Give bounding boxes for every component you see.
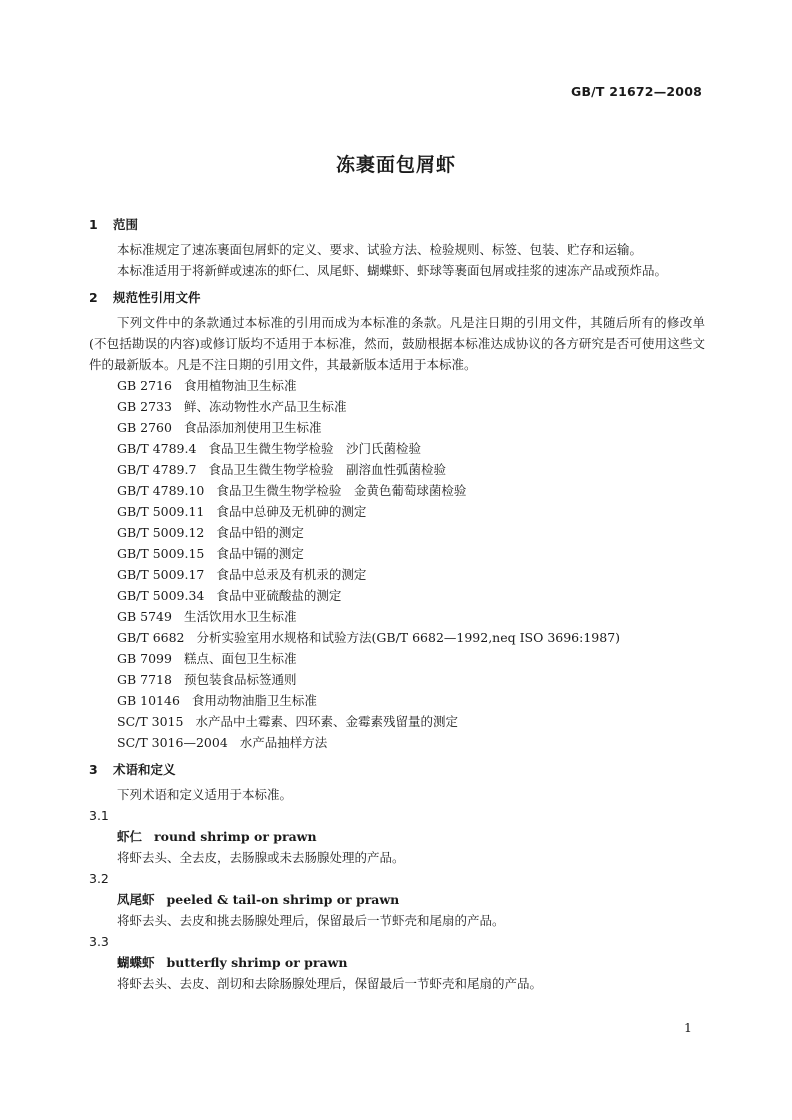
term-number: 3.2 <box>89 871 109 886</box>
reference-code: GB/T 4789.10 <box>117 483 205 498</box>
term-number: 3.1 <box>89 808 109 823</box>
reference-title: 生活饮用水卫生标准 <box>183 609 297 624</box>
reference-code: GB/T 4789.7 <box>117 462 197 477</box>
term-chinese: 凤尾虾 <box>117 892 155 907</box>
section-number: 2 <box>89 290 98 305</box>
term-list <box>89 805 705 994</box>
term-number: 3.3 <box>89 934 109 949</box>
reference-code: GB/T 5009.34 <box>117 588 205 603</box>
reference-title: 食品中镉的测定 <box>216 546 304 561</box>
term-chinese: 蝴蝶虾 <box>117 955 155 970</box>
term-entry <box>89 952 705 973</box>
term-english: peeled & tail-on shrimp or prawn <box>166 892 400 907</box>
reference-code: GB 10146 <box>117 693 180 708</box>
section-heading-terms <box>89 759 705 780</box>
reference-code: GB 2760 <box>117 420 172 435</box>
reference-title: 预包装食品标签通则 <box>183 672 297 687</box>
reference-item <box>89 585 705 606</box>
reference-title: 鲜、冻动物性水产品卫生标准 <box>183 399 347 414</box>
reference-title: 食品卫生微生物学检验 副溶血性弧菌检验 <box>208 462 446 477</box>
reference-code: GB/T 5009.11 <box>117 504 205 519</box>
reference-item <box>89 627 705 648</box>
reference-title: 食品添加剂使用卫生标准 <box>183 420 322 435</box>
section-title: 规范性引用文件 <box>113 290 201 305</box>
reference-title: 食品中总砷及无机砷的测定 <box>216 504 367 519</box>
reference-code: SC/T 3015 <box>117 714 184 729</box>
reference-item <box>89 459 705 480</box>
reference-code: GB 7099 <box>117 651 172 666</box>
reference-item <box>89 606 705 627</box>
reference-item <box>89 417 705 438</box>
terms-intro: 下列术语和定义适用于本标准。 <box>117 787 293 802</box>
reference-code: GB 5749 <box>117 609 172 624</box>
reference-code: GB/T 5009.17 <box>117 567 205 582</box>
reference-title: 食品卫生微生物学检验 金黄色葡萄球菌检验 <box>216 483 467 498</box>
reference-item <box>89 480 705 501</box>
reference-code: GB 2716 <box>117 378 172 393</box>
standard-code: GB/T 21672—2008 <box>570 84 702 99</box>
reference-item <box>89 543 705 564</box>
reference-item <box>89 711 705 732</box>
references-intro: 下列文件中的条款通过本标准的引用而成为本标准的条款。凡是注日期的引用文件，其随后所有的修改单(不包括勘误的内容)或修订版均不适用于本标准，然而，鼓励根据本标准达成协议的各方研究是否可使用这些文件的最新版本。凡是不注日期的引用文件，其最新版本适用于本标准。 <box>89 315 705 372</box>
reference-title: 食品卫生微生物学检验 沙门氏菌检验 <box>208 441 421 456</box>
reference-code: GB/T 6682 <box>117 630 185 645</box>
reference-title: 食品中亚硫酸盐的测定 <box>216 588 342 603</box>
reference-title: 食品中总汞及有机汞的测定 <box>216 567 367 582</box>
term-english: round shrimp or prawn <box>154 829 317 844</box>
reference-code: GB 7718 <box>117 672 172 687</box>
term-entry <box>89 889 705 910</box>
term-entry <box>89 826 705 847</box>
reference-title: 食用动物油脂卫生标准 <box>191 693 317 708</box>
reference-title: 食品中铅的测定 <box>216 525 304 540</box>
section-title: 范围 <box>113 217 139 232</box>
term-chinese: 虾仁 <box>117 829 143 844</box>
reference-item <box>89 690 705 711</box>
reference-title: 水产品中土霉素、四环素、金霉素残留量的测定 <box>195 714 458 729</box>
reference-code: SC/T 3016—2004 <box>117 735 228 750</box>
reference-item <box>89 732 705 753</box>
reference-code: GB/T 5009.12 <box>117 525 205 540</box>
document-title: 冻裹面包屑虾 <box>335 154 456 176</box>
reference-title: 分析实验室用水规格和试验方法(GB/T 6682—1992,neq ISO 3696:1987) <box>196 630 621 645</box>
reference-item <box>89 375 705 396</box>
section-heading-scope <box>89 214 705 235</box>
reference-list <box>89 375 705 753</box>
section-title: 术语和定义 <box>113 762 176 777</box>
reference-code: GB/T 5009.15 <box>117 546 205 561</box>
term-definition: 将虾去头、全去皮，去肠腺或未去肠腺处理的产品。 <box>117 850 405 865</box>
term-english: butterfly shrimp or prawn <box>166 955 348 970</box>
reference-title: 糕点、面包卫生标准 <box>183 651 297 666</box>
reference-item <box>89 438 705 459</box>
reference-title: 水产品抽样方法 <box>239 735 328 750</box>
reference-title: 食用植物油卫生标准 <box>183 378 297 393</box>
reference-code: GB/T 4789.4 <box>117 441 197 456</box>
term-definition: 将虾去头、去皮和挑去肠腺处理后，保留最后一节虾壳和尾扇的产品。 <box>117 913 505 928</box>
term-definition: 将虾去头、去皮、剖切和去除肠腺处理后，保留最后一节虾壳和尾扇的产品。 <box>117 976 543 991</box>
scope-paragraph: 本标准适用于将新鲜或速冻的虾仁、凤尾虾、蝴蝶虾、虾球等裹面包屑或挂浆的速冻产品或预炸品。 <box>117 263 668 278</box>
reference-code: GB 2733 <box>117 399 172 414</box>
section-number: 1 <box>89 217 98 232</box>
reference-item <box>89 669 705 690</box>
reference-item <box>89 648 705 669</box>
reference-item <box>89 501 705 522</box>
reference-item <box>89 522 705 543</box>
reference-item <box>89 396 705 417</box>
section-heading-normative-references <box>89 287 705 308</box>
section-number: 3 <box>89 762 98 777</box>
reference-item <box>89 564 705 585</box>
scope-paragraph: 本标准规定了速冻裹面包屑虾的定义、要求、试验方法、检验规则、标签、包装、贮存和运输。 <box>117 242 643 257</box>
document-body <box>89 212 705 994</box>
page-number: 1 <box>684 1020 692 1035</box>
